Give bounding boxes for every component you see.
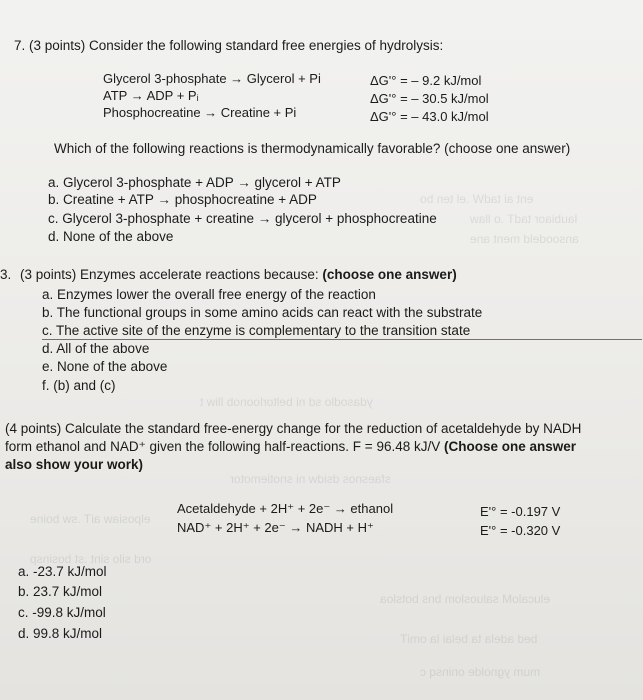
- q7-option-b[interactable]: b. Creatine + ATP → phosphocreatine + ADP: [48, 192, 317, 207]
- q7-reaction-3-equation: Phosphocreatine → Creatine + Pi: [103, 105, 297, 120]
- q9-line-2: [5, 438, 576, 455]
- q7-header: 7. (3 points) Consider the following standard free energies of hydrolysis:: [14, 38, 444, 53]
- q7-option-a[interactable]: a. Glycerol 3-phosphate + ADP → glycerol + ATP: [48, 175, 341, 190]
- q9-line-1: (4 points) Calculate the standard free-energy change for the reduction of acetaldehyde by NADH: [5, 421, 582, 436]
- q9-half-reaction-1-potential: E'° = -0.197 V: [480, 504, 561, 519]
- q9-line-3: also show your work): [5, 457, 144, 472]
- q7-reaction-2-equation: ATP → ADP + Pᵢ: [103, 88, 199, 103]
- q8-header-text: (3 points) Enzymes accelerate reactions because:: [20, 267, 323, 282]
- q9-option-c[interactable]: c. -99.8 kJ/mol: [18, 605, 106, 620]
- q7-reaction-3-dg: ΔG'° = – 43.0 kJ/mol: [370, 109, 489, 124]
- q9-line-2-instruction: (Choose one answer: [443, 439, 577, 454]
- q8-option-a[interactable]: a. Enzymes lower the overall free energy of the reaction: [42, 287, 376, 302]
- q9-line-2-text: form ethanol and NAD⁺ given the following half-reactions. F = 96.48 kJ/V: [5, 439, 444, 454]
- q7-option-c[interactable]: c. Glycerol 3-phosphate + creatine → glycerol + phosphocreatine: [48, 211, 437, 226]
- q8-number: 3.: [0, 267, 12, 282]
- q9-half-reaction-1-equation: Acetaldehyde + 2H⁺ + 2e⁻ → ethanol: [177, 501, 394, 516]
- q9-half-reaction-2-equation: NAD⁺ + 2H⁺ + 2e⁻ → NADH + H⁺: [177, 520, 374, 535]
- q8-header: [20, 266, 457, 283]
- q8-option-c[interactable]: c. The active site of the enzyme is complementary to the transition state: [42, 323, 471, 338]
- q9-option-b[interactable]: b. 23.7 kJ/mol: [18, 584, 103, 599]
- q7-reaction-1-equation: Glycerol 3-phosphate → Glycerol + Pi: [103, 71, 321, 86]
- q9-option-a[interactable]: a. -23.7 kJ/mol: [18, 564, 107, 579]
- q8-option-f[interactable]: f. (b) and (c): [42, 378, 116, 393]
- q8-option-d[interactable]: d. All of the above: [42, 341, 150, 356]
- q9-half-reaction-2-potential: E'° = -0.320 V: [480, 523, 561, 538]
- q9-option-d[interactable]: d. 99.8 kJ/mol: [18, 626, 103, 641]
- q8-option-e[interactable]: e. None of the above: [42, 359, 168, 374]
- q7-reaction-2-dg: ΔG'° = – 30.5 kJ/mol: [370, 91, 489, 106]
- q8-header-instruction: (choose one answer): [322, 267, 457, 282]
- q7-option-d[interactable]: d. None of the above: [48, 229, 174, 244]
- q7-reaction-1-dg: ΔG'° = – 9.2 kJ/mol: [370, 73, 482, 88]
- q8-option-b[interactable]: b. The functional groups in some amino acids can react with the substrate: [42, 305, 483, 320]
- q7-question: Which of the following reactions is thermodynamically favorable? (choose one answer): [54, 141, 571, 156]
